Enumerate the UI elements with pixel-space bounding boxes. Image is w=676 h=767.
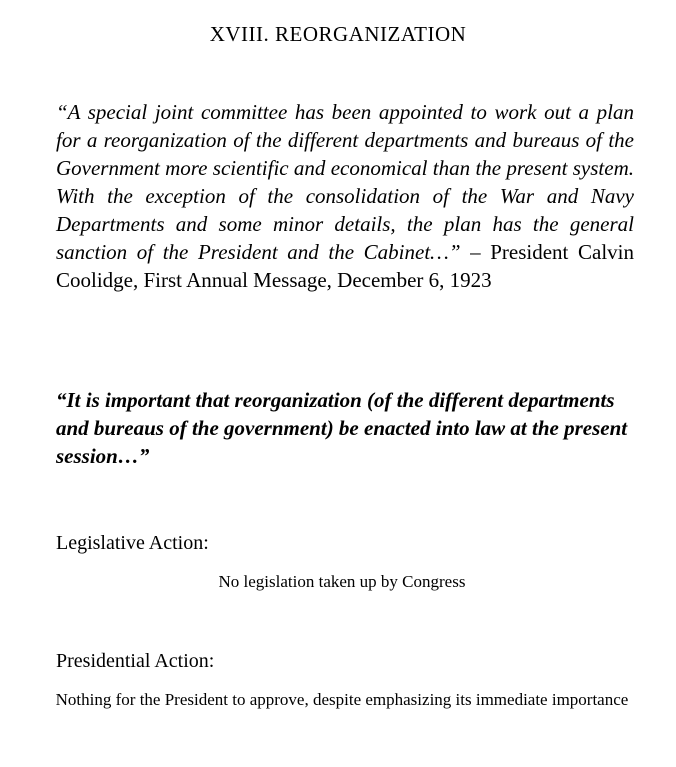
section-title: XVIII. REORGANIZATION — [209, 22, 467, 46]
presidential-action-label: Presidential Action: — [56, 650, 215, 672]
coolidge-quote-block — [56, 98, 634, 294]
legislative-action-label: Legislative Action: — [56, 532, 209, 554]
coolidge-quote-text: “A special joint committee has been appointed to work out a plan for a reorganization of the different departments and bureaus of the Government more scientific and economical than the present system. With the exception of the consolidation of the War and Navy Departments and some minor details, the plan has the general sanction of the President and the Cabinet…” – — [56, 100, 634, 264]
importance-quote: “It is important that reorganization (of the different departments and bureaus of the government) be enacted into law at the present session…” — [56, 388, 628, 468]
legislative-action-text: No legislation taken up by Congress — [218, 572, 466, 591]
presidential-action-text: Nothing for the President to approve, despite emphasizing its immediate importance — [55, 690, 629, 709]
coolidge-quote-attribution: President Calvin Coolidge, First Annual Message, December 6, 1923 — [56, 240, 634, 292]
